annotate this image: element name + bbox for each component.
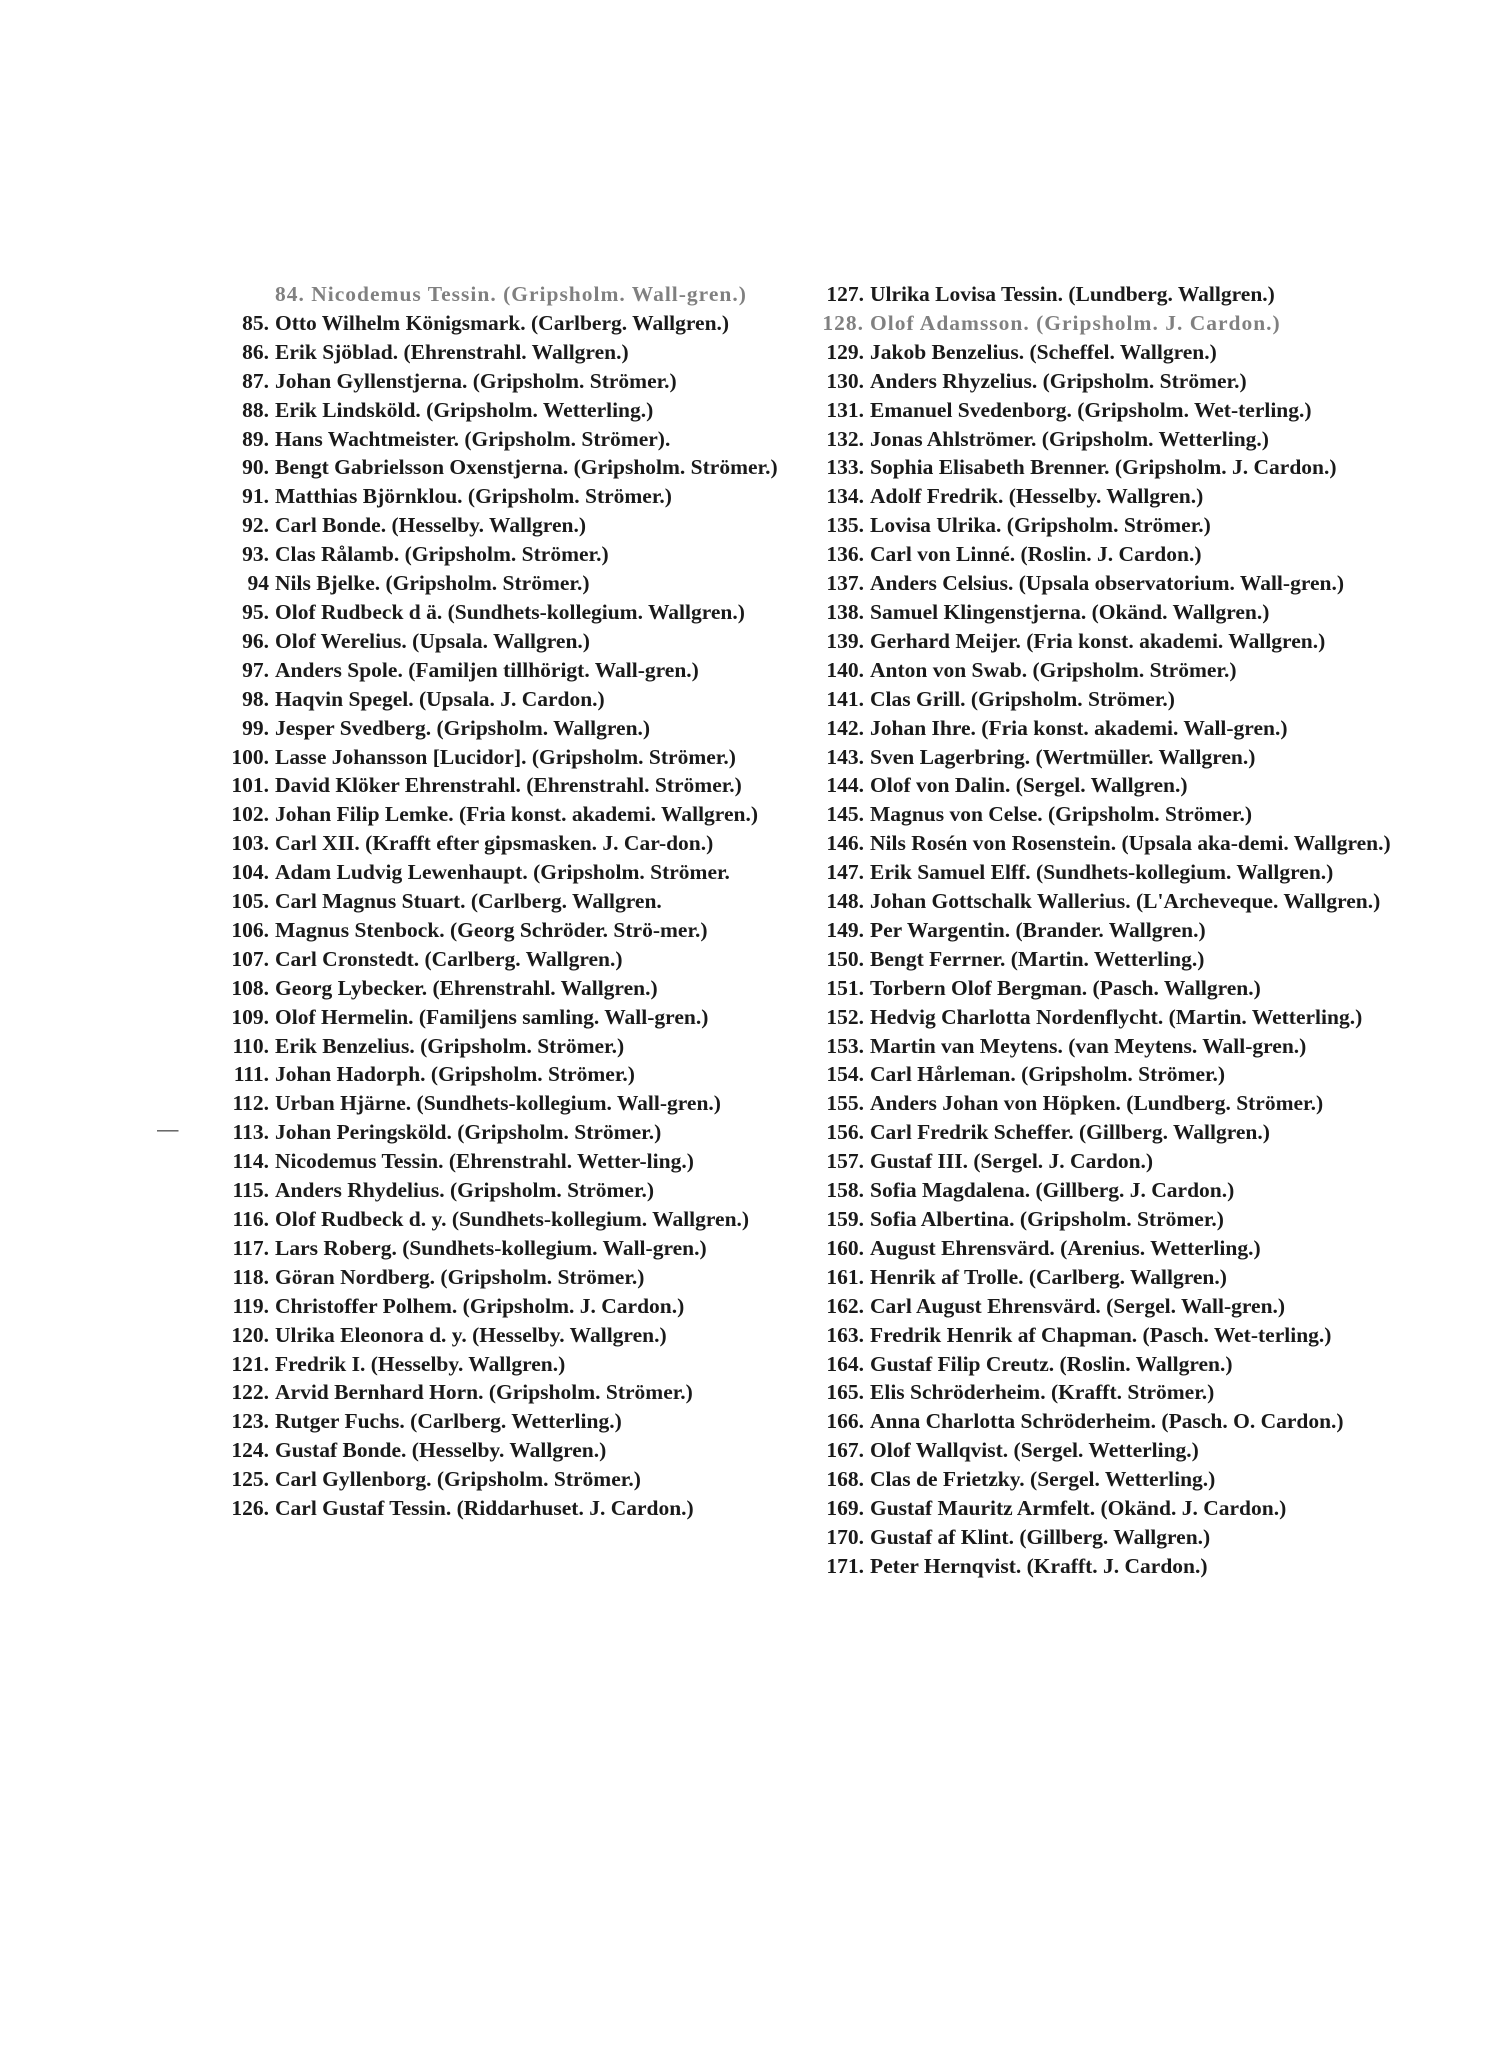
entry-text: Ulrika Eleonora d. y. (Hesselby. Wallgren.) bbox=[275, 1322, 667, 1347]
entry-number: 96. bbox=[242, 628, 269, 653]
list-item bbox=[215, 974, 795, 1003]
margin-mark: — bbox=[157, 1117, 179, 1141]
entry-number: 92. bbox=[242, 513, 269, 538]
list-item bbox=[810, 482, 1412, 511]
entry-text: David Klöker Ehrenstrahl. (Ehrenstrahl. Strömer.) bbox=[275, 773, 742, 798]
entry-number: 119. bbox=[232, 1293, 269, 1318]
entry-text: Gerhard Meijer. (Fria konst. akademi. Wallgren.) bbox=[870, 628, 1326, 653]
list-item bbox=[810, 1378, 1412, 1407]
list-item bbox=[215, 656, 795, 685]
entry-number: 112. bbox=[232, 1091, 269, 1116]
entry-text: Anton von Swab. (Gripsholm. Strömer.) bbox=[870, 657, 1237, 682]
entry-number: 151. bbox=[826, 975, 864, 1000]
list-item bbox=[215, 800, 795, 829]
entry-text: Erik Sjöblad. (Ehrenstrahl. Wallgren.) bbox=[275, 339, 629, 364]
entry-number: 118. bbox=[232, 1264, 269, 1289]
entry-number: 100. bbox=[231, 744, 269, 769]
entry-number: 99. bbox=[242, 715, 269, 740]
entry-text: Clas Rålamb. (Gripsholm. Strömer.) bbox=[275, 542, 609, 567]
entry-number: 166. bbox=[826, 1409, 864, 1434]
entry-number: 143. bbox=[826, 744, 864, 769]
entry-text: Sven Lagerbring. (Wertmüller. Wallgren.) bbox=[870, 744, 1256, 769]
entry-number: 95. bbox=[242, 599, 269, 624]
entry-number: 142. bbox=[826, 715, 864, 740]
entry-number: 133. bbox=[826, 455, 864, 480]
entry-text: Clas Grill. (Gripsholm. Strömer.) bbox=[870, 686, 1175, 711]
list-item bbox=[215, 829, 795, 858]
entry-number: 85. bbox=[242, 310, 269, 335]
list-item bbox=[215, 1350, 795, 1379]
entry-number: 110. bbox=[232, 1033, 269, 1058]
entry-text: Erik Lindsköld. (Gripsholm. Wetterling.) bbox=[275, 397, 654, 422]
entry-number: 135. bbox=[826, 513, 864, 538]
entry-number: 126. bbox=[231, 1496, 269, 1521]
list-item bbox=[810, 974, 1412, 1003]
entry-text: Adam Ludvig Lewenhaupt. (Gripsholm. Strömer. bbox=[275, 860, 730, 885]
entry-number: 105. bbox=[231, 889, 269, 914]
entry-text: Carl Bonde. (Hesselby. Wallgren.) bbox=[275, 513, 586, 538]
entry-number: 157. bbox=[826, 1149, 864, 1174]
entry-number: 160. bbox=[826, 1235, 864, 1260]
entry-text: Johan Gottschalk Wallerius. (L'Archeveque. Wallgren.) bbox=[870, 889, 1381, 914]
entry-text: Lovisa Ulrika. (Gripsholm. Strömer.) bbox=[870, 513, 1211, 538]
list-item bbox=[215, 1234, 795, 1263]
entry-text: Urban Hjärne. (Sundhets-kollegium. Wall-gren.) bbox=[275, 1091, 721, 1116]
list-item bbox=[215, 1118, 795, 1147]
list-item bbox=[215, 367, 795, 396]
list-item bbox=[215, 540, 795, 569]
entry-number: 156. bbox=[826, 1120, 864, 1145]
entry-number: 122. bbox=[231, 1380, 269, 1405]
entry-number: 125. bbox=[231, 1467, 269, 1492]
list-item bbox=[810, 1032, 1412, 1061]
list-item bbox=[810, 338, 1412, 367]
entry-number: 149. bbox=[826, 917, 864, 942]
list-item bbox=[215, 945, 795, 974]
list-item bbox=[215, 1321, 795, 1350]
list-item bbox=[810, 1407, 1412, 1436]
entry-text: Gustaf Mauritz Armfelt. (Okänd. J. Cardon.) bbox=[870, 1496, 1287, 1521]
entry-number: 111. bbox=[233, 1062, 269, 1087]
entry-text: Olof Hermelin. (Familjens samling. Wall-gren.) bbox=[275, 1004, 709, 1029]
entry-text: Johan Filip Lemke. (Fria konst. akademi. Wallgren.) bbox=[275, 802, 758, 827]
entry-text: Torbern Olof Bergman. (Pasch. Wallgren.) bbox=[870, 975, 1261, 1000]
entry-text: Nicodemus Tessin. (Ehrenstrahl. Wetter-ling.) bbox=[275, 1149, 694, 1174]
entry-text: Georg Lybecker. (Ehrenstrahl. Wallgren.) bbox=[275, 975, 658, 1000]
entry-text: Carl XII. (Krafft efter gipsmasken. J. Car-don.) bbox=[275, 831, 714, 856]
entry-text: Arvid Bernhard Horn. (Gripsholm. Strömer.) bbox=[275, 1380, 693, 1405]
entry-text: Olof Wallqvist. (Sergel. Wetterling.) bbox=[870, 1438, 1199, 1463]
list-item bbox=[215, 1292, 795, 1321]
entry-text: Anders Johan von Höpken. (Lundberg. Strömer.) bbox=[870, 1091, 1324, 1116]
entry-number: 107. bbox=[231, 946, 269, 971]
entry-number: 171. bbox=[826, 1553, 864, 1578]
list-item bbox=[215, 309, 795, 338]
list-item bbox=[215, 1494, 795, 1523]
entry-number: 86. bbox=[242, 339, 269, 364]
entry-number: 91. bbox=[242, 484, 269, 509]
list-item bbox=[810, 1147, 1412, 1176]
entry-text: Carl Gyllenborg. (Gripsholm. Strömer.) bbox=[275, 1467, 641, 1492]
list-item bbox=[215, 425, 795, 454]
entry-number: 109. bbox=[231, 1004, 269, 1029]
entry-text: Fredrik Henrik af Chapman. (Pasch. Wet-terling.) bbox=[870, 1322, 1332, 1347]
entry-number: 137. bbox=[826, 571, 864, 596]
entry-number: 89. bbox=[242, 426, 269, 451]
list-item bbox=[810, 1321, 1412, 1350]
entry-text: Sofia Magdalena. (Gillberg. J. Cardon.) bbox=[870, 1178, 1235, 1203]
entry-text: Gustaf III. (Sergel. J. Cardon.) bbox=[870, 1149, 1154, 1174]
entry-text: Jesper Svedberg. (Gripsholm. Wallgren.) bbox=[275, 715, 651, 740]
list-item bbox=[215, 598, 795, 627]
entry-number: 163. bbox=[826, 1322, 864, 1347]
list-item bbox=[215, 887, 795, 916]
list-item bbox=[810, 714, 1412, 743]
entry-text: Clas de Frietzky. (Sergel. Wetterling.) bbox=[870, 1467, 1216, 1492]
entry-number: 167. bbox=[826, 1438, 864, 1463]
list-item bbox=[810, 1552, 1412, 1581]
entry-text: Johan Ihre. (Fria konst. akademi. Wall-gren.) bbox=[870, 715, 1288, 740]
entry-text: Carl Magnus Stuart. (Carlberg. Wallgren. bbox=[275, 889, 662, 914]
entry-text: Johan Peringsköld. (Gripsholm. Strömer.) bbox=[275, 1120, 662, 1145]
entry-text: Peter Hernqvist. (Krafft. J. Cardon.) bbox=[870, 1553, 1208, 1578]
entry-text: Rutger Fuchs. (Carlberg. Wetterling.) bbox=[275, 1409, 622, 1434]
entry-text: Carl Hårleman. (Gripsholm. Strömer.) bbox=[870, 1062, 1226, 1087]
list-item bbox=[215, 1436, 795, 1465]
entry-text: Anna Charlotta Schröderheim. (Pasch. O. Cardon.) bbox=[870, 1409, 1344, 1434]
entry-text: Matthias Björnklou. (Gripsholm. Strömer.) bbox=[275, 484, 672, 509]
entry-number: 97. bbox=[242, 657, 269, 682]
entry-text: Christoffer Polhem. (Gripsholm. J. Cardon.) bbox=[275, 1293, 685, 1318]
entry-text: Ulrika Lovisa Tessin. (Lundberg. Wallgren.) bbox=[870, 282, 1275, 306]
entry-text: Nils Rosén von Rosenstein. (Upsala aka-demi. Wallgren.) bbox=[870, 831, 1391, 856]
list-item bbox=[215, 280, 795, 309]
entry-text: Olof Rudbeck d ä. (Sundhets-kollegium. Wallgren.) bbox=[275, 599, 745, 624]
list-item bbox=[810, 1060, 1412, 1089]
entry-number: 162. bbox=[826, 1293, 864, 1318]
list-item bbox=[810, 1350, 1412, 1379]
list-item bbox=[215, 1407, 795, 1436]
list-item bbox=[215, 1176, 795, 1205]
right-column bbox=[810, 280, 1412, 1581]
entry-text: Samuel Klingenstjerna. (Okänd. Wallgren.) bbox=[870, 599, 1270, 624]
list-item bbox=[810, 1205, 1412, 1234]
list-item bbox=[810, 685, 1412, 714]
list-item bbox=[215, 916, 795, 945]
entry-number: 127. bbox=[826, 282, 864, 306]
entry-text: August Ehrensvärd. (Arenius. Wetterling.) bbox=[870, 1235, 1261, 1260]
entry-text: Lars Roberg. (Sundhets-kollegium. Wall-gren.) bbox=[275, 1235, 707, 1260]
list-item bbox=[215, 569, 795, 598]
list-item bbox=[810, 1234, 1412, 1263]
entry-text: Sofia Albertina. (Gripsholm. Strömer.) bbox=[870, 1207, 1224, 1231]
entry-text: Carl von Linné. (Roslin. J. Cardon.) bbox=[870, 542, 1202, 567]
entry-number: 147. bbox=[826, 860, 864, 885]
list-item bbox=[810, 1003, 1412, 1032]
list-item bbox=[810, 858, 1412, 887]
list-item bbox=[810, 627, 1412, 656]
entry-text: Magnus Stenbock. (Georg Schröder. Strö-mer.) bbox=[275, 917, 708, 942]
list-item bbox=[810, 396, 1412, 425]
entry-text: Erik Samuel Elff. (Sundhets-kollegium. Wallgren.) bbox=[870, 860, 1334, 885]
entry-text: Fredrik I. (Hesselby. Wallgren.) bbox=[275, 1351, 566, 1376]
entry-text: Gustaf Filip Creutz. (Roslin. Wallgren.) bbox=[870, 1351, 1233, 1376]
entry-number: 150. bbox=[826, 946, 864, 971]
list-item bbox=[215, 1378, 795, 1407]
entry-text: Anders Rhydelius. (Gripsholm. Strömer.) bbox=[275, 1178, 655, 1203]
entry-text: Gustaf af Klint. (Gillberg. Wallgren.) bbox=[870, 1524, 1211, 1549]
left-column bbox=[215, 280, 795, 1523]
entry-text: Martin van Meytens. (van Meytens. Wall-gren.) bbox=[870, 1033, 1307, 1058]
entry-number: 164. bbox=[826, 1351, 864, 1376]
entry-text: Henrik af Trolle. (Carlberg. Wallgren.) bbox=[870, 1264, 1227, 1289]
list-item bbox=[810, 367, 1412, 396]
entry-number: 159. bbox=[826, 1207, 864, 1231]
entry-number: 117. bbox=[232, 1235, 269, 1260]
entry-text: Sophia Elisabeth Brenner. (Gripsholm. J. Cardon.) bbox=[870, 455, 1337, 480]
entry-number: 93. bbox=[242, 542, 269, 567]
list-item bbox=[810, 1436, 1412, 1465]
entry-text: Carl Fredrik Scheffer. (Gillberg. Wallgren.) bbox=[870, 1120, 1270, 1145]
entry-number: 145. bbox=[826, 802, 864, 827]
entry-text: Adolf Fredrik. (Hesselby. Wallgren.) bbox=[870, 484, 1204, 509]
entry-number: 124. bbox=[231, 1438, 269, 1463]
list-item bbox=[215, 338, 795, 367]
entry-text: Olof Werelius. (Upsala. Wallgren.) bbox=[275, 628, 590, 653]
entry-number: 130. bbox=[826, 368, 864, 393]
entry-number: 115. bbox=[232, 1178, 269, 1203]
entry-number: 139. bbox=[826, 628, 864, 653]
entry-text: Johan Gyllenstjerna. (Gripsholm. Strömer.) bbox=[275, 368, 677, 393]
entry-text: Haqvin Spegel. (Upsala. J. Cardon.) bbox=[275, 686, 605, 711]
list-item bbox=[215, 714, 795, 743]
entry-text: Otto Wilhelm Königsmark. (Carlberg. Wallgren.) bbox=[275, 310, 730, 335]
entry-number: 136. bbox=[826, 542, 864, 567]
list-item bbox=[810, 1292, 1412, 1321]
list-item bbox=[215, 396, 795, 425]
entry-text: Anders Spole. (Familjen tillhörigt. Wall-gren.) bbox=[275, 657, 699, 682]
entry-text: Anders Rhyzelius. (Gripsholm. Strömer.) bbox=[870, 368, 1247, 393]
entry-number: 144. bbox=[826, 773, 864, 798]
list-item bbox=[215, 743, 795, 772]
entry-text: Hans Wachtmeister. (Gripsholm. Strömer). bbox=[275, 426, 671, 451]
entry-text: Emanuel Svedenborg. (Gripsholm. Wet-terling.) bbox=[870, 397, 1312, 422]
entry-number: 123. bbox=[231, 1409, 269, 1434]
entry-number: 121. bbox=[231, 1351, 269, 1376]
entry-text: Carl Cronstedt. (Carlberg. Wallgren.) bbox=[275, 946, 623, 971]
list-item bbox=[810, 916, 1412, 945]
entry-number: 134. bbox=[826, 484, 864, 509]
entry-text: Johan Hadorph. (Gripsholm. Strömer.) bbox=[275, 1062, 635, 1087]
entry-text: Gustaf Bonde. (Hesselby. Wallgren.) bbox=[275, 1438, 607, 1463]
entry-number: 153. bbox=[826, 1033, 864, 1058]
list-item bbox=[810, 1263, 1412, 1292]
list-item bbox=[215, 511, 795, 540]
entry-number: 138. bbox=[826, 599, 864, 624]
list-item bbox=[810, 280, 1412, 309]
entry-number: 116. bbox=[232, 1207, 269, 1231]
entry-text: Göran Nordberg. (Gripsholm. Strömer.) bbox=[275, 1264, 645, 1289]
entry-number: 152. bbox=[826, 1004, 864, 1029]
entry-text: Jonas Ahlströmer. (Gripsholm. Wetterling.) bbox=[870, 426, 1269, 451]
entry-text: Erik Benzelius. (Gripsholm. Strömer.) bbox=[275, 1033, 625, 1058]
entry-text: Anders Celsius. (Upsala observatorium. Wall-gren.) bbox=[870, 571, 1345, 596]
entry-text: Nils Bjelke. (Gripsholm. Strömer.) bbox=[275, 571, 590, 596]
list-item bbox=[810, 598, 1412, 627]
entry-number: 113. bbox=[232, 1120, 269, 1145]
entry-text: Elis Schröderheim. (Krafft. Strömer.) bbox=[870, 1380, 1215, 1405]
entry-number: 108. bbox=[231, 975, 269, 1000]
list-item bbox=[810, 800, 1412, 829]
entry-number: 88. bbox=[242, 397, 269, 422]
entry-number: 155. bbox=[826, 1091, 864, 1116]
list-item bbox=[215, 685, 795, 714]
entry-number: 104. bbox=[231, 860, 269, 885]
entry-number: 169. bbox=[826, 1496, 864, 1521]
list-item bbox=[810, 887, 1412, 916]
entry-text: Jakob Benzelius. (Scheffel. Wallgren.) bbox=[870, 339, 1217, 364]
entry-number: 168. bbox=[826, 1467, 864, 1492]
list-item bbox=[810, 1523, 1412, 1552]
list-item bbox=[215, 453, 795, 482]
entry-number: 94 bbox=[247, 571, 269, 596]
list-item bbox=[810, 425, 1412, 454]
entry-number: 161. bbox=[826, 1264, 864, 1289]
entry-text: Bengt Gabrielsson Oxenstjerna. (Gripsholm. Strömer.) bbox=[275, 455, 778, 480]
entry-text: Olof Adamsson. (Gripsholm. J. Cardon.) bbox=[870, 310, 1281, 335]
entry-text: 84. Nicodemus Tessin. (Gripsholm. Wall-gren.) bbox=[275, 282, 747, 306]
list-item bbox=[215, 1205, 795, 1234]
entry-number: 154. bbox=[826, 1062, 864, 1087]
list-item bbox=[215, 627, 795, 656]
entry-text: Per Wargentin. (Brander. Wallgren.) bbox=[870, 917, 1206, 942]
list-item bbox=[810, 1465, 1412, 1494]
entry-number: 131. bbox=[826, 397, 864, 422]
entry-text: Lasse Johansson [Lucidor]. (Gripsholm. Strömer.) bbox=[275, 744, 736, 769]
entry-number: 102. bbox=[231, 802, 269, 827]
entry-number: 114. bbox=[232, 1149, 269, 1174]
list-item bbox=[810, 309, 1412, 338]
entry-number: 140. bbox=[826, 657, 864, 682]
list-item bbox=[810, 1089, 1412, 1118]
list-item bbox=[215, 771, 795, 800]
list-item bbox=[215, 1465, 795, 1494]
entry-number: 128. bbox=[822, 310, 864, 335]
entry-number: 165. bbox=[826, 1380, 864, 1405]
list-item bbox=[810, 1494, 1412, 1523]
entry-text: Olof von Dalin. (Sergel. Wallgren.) bbox=[870, 773, 1188, 798]
list-item bbox=[810, 1118, 1412, 1147]
entry-text: Magnus von Celse. (Gripsholm. Strömer.) bbox=[870, 802, 1253, 827]
entry-text: Carl August Ehrensvärd. (Sergel. Wall-gren.) bbox=[870, 1293, 1286, 1318]
list-item bbox=[810, 945, 1412, 974]
list-item bbox=[810, 569, 1412, 598]
entry-number: 141. bbox=[826, 686, 864, 711]
entry-number: 120. bbox=[231, 1322, 269, 1347]
entry-text: Hedvig Charlotta Nordenflycht. (Martin. Wetterling.) bbox=[870, 1004, 1363, 1029]
entry-number: 148. bbox=[826, 889, 864, 914]
list-item bbox=[215, 858, 795, 887]
list-item bbox=[810, 453, 1412, 482]
entry-number: 103. bbox=[231, 831, 269, 856]
list-item bbox=[215, 1032, 795, 1061]
entry-number: 158. bbox=[826, 1178, 864, 1203]
list-item bbox=[810, 743, 1412, 772]
list-item bbox=[215, 482, 795, 511]
list-item bbox=[215, 1060, 795, 1089]
entry-number: 146. bbox=[826, 831, 864, 856]
entry-text: Olof Rudbeck d. y. (Sundhets-kollegium. Wallgren.) bbox=[275, 1207, 750, 1231]
list-item bbox=[215, 1003, 795, 1032]
list-item bbox=[215, 1089, 795, 1118]
entry-number: 87. bbox=[242, 368, 269, 393]
list-item bbox=[810, 1176, 1412, 1205]
entry-text: Carl Gustaf Tessin. (Riddarhuset. J. Cardon.) bbox=[275, 1496, 694, 1521]
entry-number: 98. bbox=[242, 686, 269, 711]
list-item bbox=[810, 540, 1412, 569]
entry-number: 90. bbox=[242, 455, 269, 480]
list-item bbox=[810, 771, 1412, 800]
entry-number: 129. bbox=[826, 339, 864, 364]
list-item bbox=[215, 1263, 795, 1292]
entry-number: 132. bbox=[826, 426, 864, 451]
entry-text: Bengt Ferrner. (Martin. Wetterling.) bbox=[870, 946, 1205, 971]
list-item bbox=[810, 511, 1412, 540]
entry-number: 106. bbox=[231, 917, 269, 942]
entry-number: 101. bbox=[231, 773, 269, 798]
list-item bbox=[810, 656, 1412, 685]
entry-number: 170. bbox=[826, 1524, 864, 1549]
list-item bbox=[810, 829, 1412, 858]
list-item bbox=[215, 1147, 795, 1176]
